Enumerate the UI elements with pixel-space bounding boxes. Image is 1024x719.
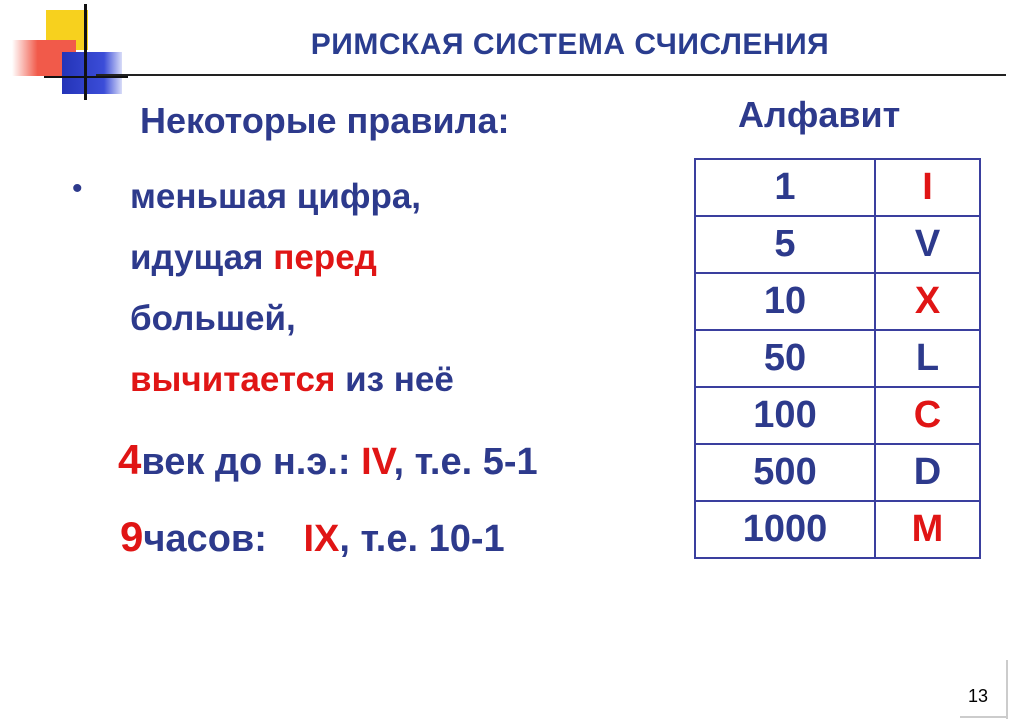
roman-numeral: M [875,501,980,558]
rule-text [130,166,590,410]
short-line-decoration [44,76,128,78]
roman-numeral: C [875,387,980,444]
bullet-icon: • [72,172,83,205]
example-text: век до н.э.: [141,441,362,483]
alphabet-row [695,273,980,330]
example-roman: IV [361,441,394,483]
rule-line-4-text: из неё [335,360,454,399]
frame-edge [1006,660,1008,719]
alphabet-row [695,159,980,216]
blue-square-decoration [62,52,122,94]
rule-line-2 [130,227,590,288]
arabic-value: 50 [695,330,875,387]
frame-edge [960,716,1008,718]
alphabet-row [695,330,980,387]
example-number: 4 [118,436,142,483]
arabic-value: 10 [695,273,875,330]
rule-line-1: меньшая цифра, [130,177,422,216]
roman-numeral: L [875,330,980,387]
arabic-value: 100 [695,387,875,444]
title-underline [96,74,1006,76]
rule-line-4 [130,349,590,410]
example-century [118,436,538,484]
alphabet-row [695,444,980,501]
roman-numeral: X [875,273,980,330]
arabic-value: 1000 [695,501,875,558]
corner-logo-decoration [0,0,140,110]
rule-keyword-before: перед [273,238,377,277]
example-number: 9 [120,513,144,560]
roman-numeral: I [875,159,980,216]
rule-line-2-text: идущая [130,238,274,277]
roman-numeral: D [875,444,980,501]
rules-heading: Некоторые правила: [140,100,510,141]
alphabet-row [695,216,980,273]
page-number: 13 [968,686,989,706]
rule-keyword-subtracted: вычитается [130,360,336,399]
example-rest: , т.е. 5-1 [393,441,538,483]
example-hours [120,513,505,561]
alphabet-table [694,158,981,559]
rule-line-3: большей, [130,299,296,338]
roman-numeral: V [875,216,980,273]
alphabet-heading: Алфавит [738,94,901,135]
alphabet-row [695,501,980,558]
example-rest: , т.е. 10-1 [339,518,505,560]
arabic-value: 5 [695,216,875,273]
alphabet-row [695,387,980,444]
slide-title: РИМСКАЯ СИСТЕМА СЧИСЛЕНИЯ [310,28,830,61]
vertical-line-decoration [84,4,87,100]
arabic-value: 500 [695,444,875,501]
example-text: часов: [143,518,278,560]
arabic-value: 1 [695,159,875,216]
example-roman: IX [303,518,340,560]
